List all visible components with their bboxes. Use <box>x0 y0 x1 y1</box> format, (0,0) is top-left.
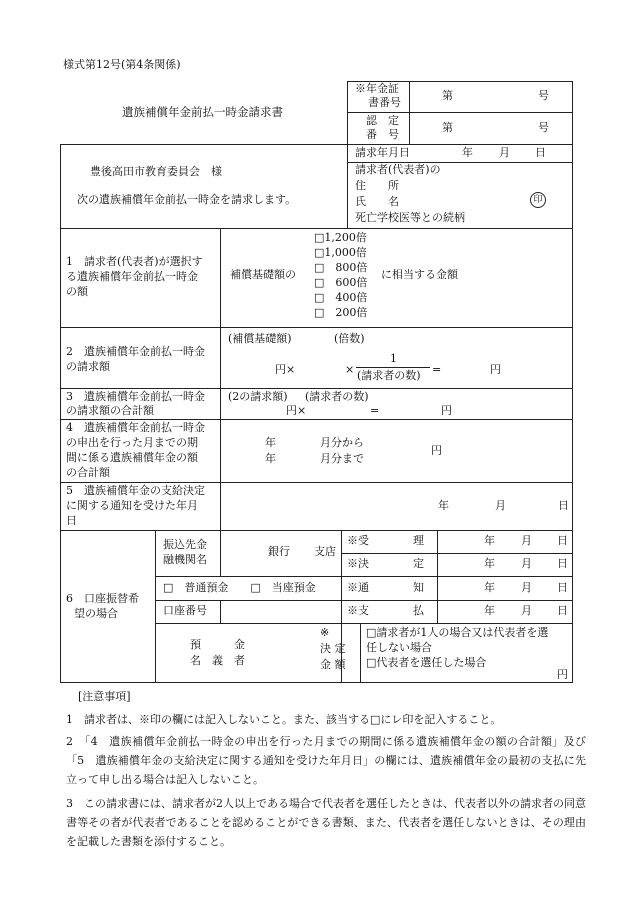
row1-base-amount: 補償基礎額の <box>230 268 296 281</box>
form-number: 様式第12号(第4条関係) <box>63 58 181 71</box>
bank-suffix: 銀行 <box>268 545 290 558</box>
decided-amount-mark: ※ <box>320 626 330 639</box>
row2-yen: 円 <box>490 363 501 376</box>
pension-cert-dai: 第 <box>442 89 453 102</box>
account-holder-label-1: 預 金 <box>190 638 245 651</box>
row4-label-2: の申出を行った月までの期 <box>66 436 198 449</box>
paid-month: 月 <box>521 604 532 617</box>
notified-month: 月 <box>521 581 532 594</box>
approval-no-label-1: 認 定 <box>366 114 399 127</box>
claim-date-month: 月 <box>499 146 510 159</box>
row1-option-400[interactable]: □ 400倍 <box>314 291 368 304</box>
row1-label-3: の額 <box>66 285 88 298</box>
notes-heading: [注意事項] <box>78 690 131 703</box>
paid-label: ※支 払 <box>347 604 424 617</box>
row4-label-3: 間に係る遺族補償年金の額 <box>66 451 198 464</box>
row1-label-1: 1 請求者(代表者)が選択す <box>66 255 203 268</box>
paid-day: 日 <box>557 604 568 617</box>
row2-fraction-bar <box>356 367 430 368</box>
notified-label: ※通 知 <box>347 581 424 594</box>
row1-option-600[interactable]: □ 600倍 <box>314 276 368 289</box>
row5-month: 月 <box>495 499 506 512</box>
request-statement: 次の遺族補償年金前払一時金を請求します。 <box>77 193 297 206</box>
account-holder-label-2: 名 義 者 <box>190 654 245 667</box>
row3-equals: = <box>370 404 380 417</box>
pension-cert-label-2: 書番号 <box>368 96 401 109</box>
single-claimant-option-2: 任しない場合 <box>366 641 432 654</box>
note-1: 1 請求者は、※印の欄には記入しないこと。また、該当する□にレ印を記入すること。 <box>66 713 502 726</box>
row4-to: 年 月分まで <box>265 452 364 465</box>
claimant-heading: 請求者(代表者)の <box>355 163 441 176</box>
claimant-name-label: 氏 名 <box>355 195 399 208</box>
row2-numerator: 1 <box>390 352 397 365</box>
paid-year: 年 <box>484 604 495 617</box>
row5-day: 日 <box>558 499 569 512</box>
row2-yen-times: 円× <box>275 363 296 376</box>
bank-name-label-1: 振込先金 <box>163 538 207 551</box>
row4-label-4: の合計額 <box>66 466 110 479</box>
row2-label-2: の請求額 <box>66 360 110 373</box>
account-number-label: 口座番号 <box>163 604 207 617</box>
decided-year: 年 <box>484 557 495 570</box>
row1-option-200[interactable]: □ 200倍 <box>314 306 368 319</box>
claim-date-label: 請求年月日 <box>355 146 410 159</box>
bank-name-label-2: 融機関名 <box>163 553 207 566</box>
row1-option-1200[interactable]: □1,200倍 <box>314 231 367 244</box>
single-claimant-option-1[interactable]: □請求者が1人の場合又は代表者を選 <box>366 626 549 639</box>
row1-option-1000[interactable]: □1,000倍 <box>314 246 367 259</box>
decided-label: ※決 定 <box>347 557 424 570</box>
row2-head-base: (補償基礎額) <box>228 332 292 345</box>
row2-head-multiple: (倍数) <box>334 332 365 345</box>
row2-label-1: 2 遺族補償年金前払一時金 <box>66 345 205 358</box>
representative-option[interactable]: □代表者を選任した場合 <box>366 656 487 669</box>
claimant-relation-label: 死亡学校医等との続柄 <box>355 211 465 224</box>
form-title: 遺族補償年金前払一時金請求書 <box>122 105 283 119</box>
received-year: 年 <box>484 534 495 547</box>
decided-amount-label-2: 金 額 <box>320 658 346 671</box>
received-label: ※受 理 <box>347 534 424 547</box>
note-2: 2 「4 遺族補償年金前払一時金の申出を行った月までの期間に係る遺族補償年金の額の合計額」及び「5 遺族補償年金の支給決定に関する通知を受けた年月日」の欄には、遺族補償年金の最初の支払に先立って申し出る場合は記入しないこと。 <box>66 735 586 786</box>
row2-equals: = <box>432 363 442 376</box>
row3-head-count: (請求者の数) <box>305 390 369 403</box>
row3-head-amount: (2の請求額) <box>228 390 288 403</box>
row2-times: × <box>345 363 355 376</box>
claim-date-year: 年 <box>462 146 473 159</box>
received-month: 月 <box>521 534 532 547</box>
decided-amount-label-1: 決 定 <box>320 642 346 655</box>
account-type-options[interactable]: □ 普通預金 □ 当座預金 <box>163 581 316 594</box>
approval-no-go: 号 <box>538 121 549 134</box>
approval-no-label-2: 番 号 <box>366 128 399 141</box>
addressee: 豊後高田市教育委員会 様 <box>90 165 222 178</box>
row3-label-2: の請求額の合計額 <box>66 404 154 417</box>
decided-day: 日 <box>557 557 568 570</box>
row1-label-2: る遺族補償年金前払一時金 <box>66 270 198 283</box>
approval-no-dai: 第 <box>442 121 453 134</box>
row6-label-1: 6 口座振替希 <box>66 592 139 605</box>
row5-label-2: に関する通知を受けた年月 <box>66 499 198 512</box>
pension-cert-label-1: ※年金証 <box>355 82 399 95</box>
pension-cert-go: 号 <box>538 89 549 102</box>
note-3: 3 この請求書には、請求者が2人以上である場合で代表者を選任したときは、代表者以外の請求者の同意書等その者が代表者であることを認めることができる書類、また、代表者を選任しないときは、その理由を記載した書類を添付すること。 <box>66 797 586 848</box>
row4-yen: 円 <box>431 444 442 457</box>
row1-suffix: に相当する金額 <box>381 268 458 281</box>
notified-day: 日 <box>557 581 568 594</box>
row4-from: 年 月分から <box>265 436 364 449</box>
row4-label-1: 4 遺族補償年金前払一時金 <box>66 421 205 434</box>
row5-year: 年 <box>438 499 449 512</box>
row3-label-1: 3 遺族補償年金前払一時金 <box>66 390 205 403</box>
row5-label-3: 日 <box>66 514 77 527</box>
claim-date-day: 日 <box>535 146 546 159</box>
row3-yen: 円 <box>441 404 452 417</box>
decided-month: 月 <box>521 557 532 570</box>
row3-yen-times: 円× <box>286 404 307 417</box>
branch-suffix: 支店 <box>314 545 336 558</box>
decided-amount-yen: 円 <box>557 668 568 681</box>
claimant-address-label: 住 所 <box>355 179 399 192</box>
seal-mark: 印 <box>530 192 546 208</box>
row6-label-2: 望の場合 <box>74 607 118 620</box>
received-day: 日 <box>557 534 568 547</box>
row1-option-800[interactable]: □ 800倍 <box>314 261 368 274</box>
notified-year: 年 <box>484 581 495 594</box>
row5-label-1: 5 遺族補償年金の支給決定 <box>66 484 205 497</box>
row2-denominator: (請求者の数) <box>357 369 421 382</box>
